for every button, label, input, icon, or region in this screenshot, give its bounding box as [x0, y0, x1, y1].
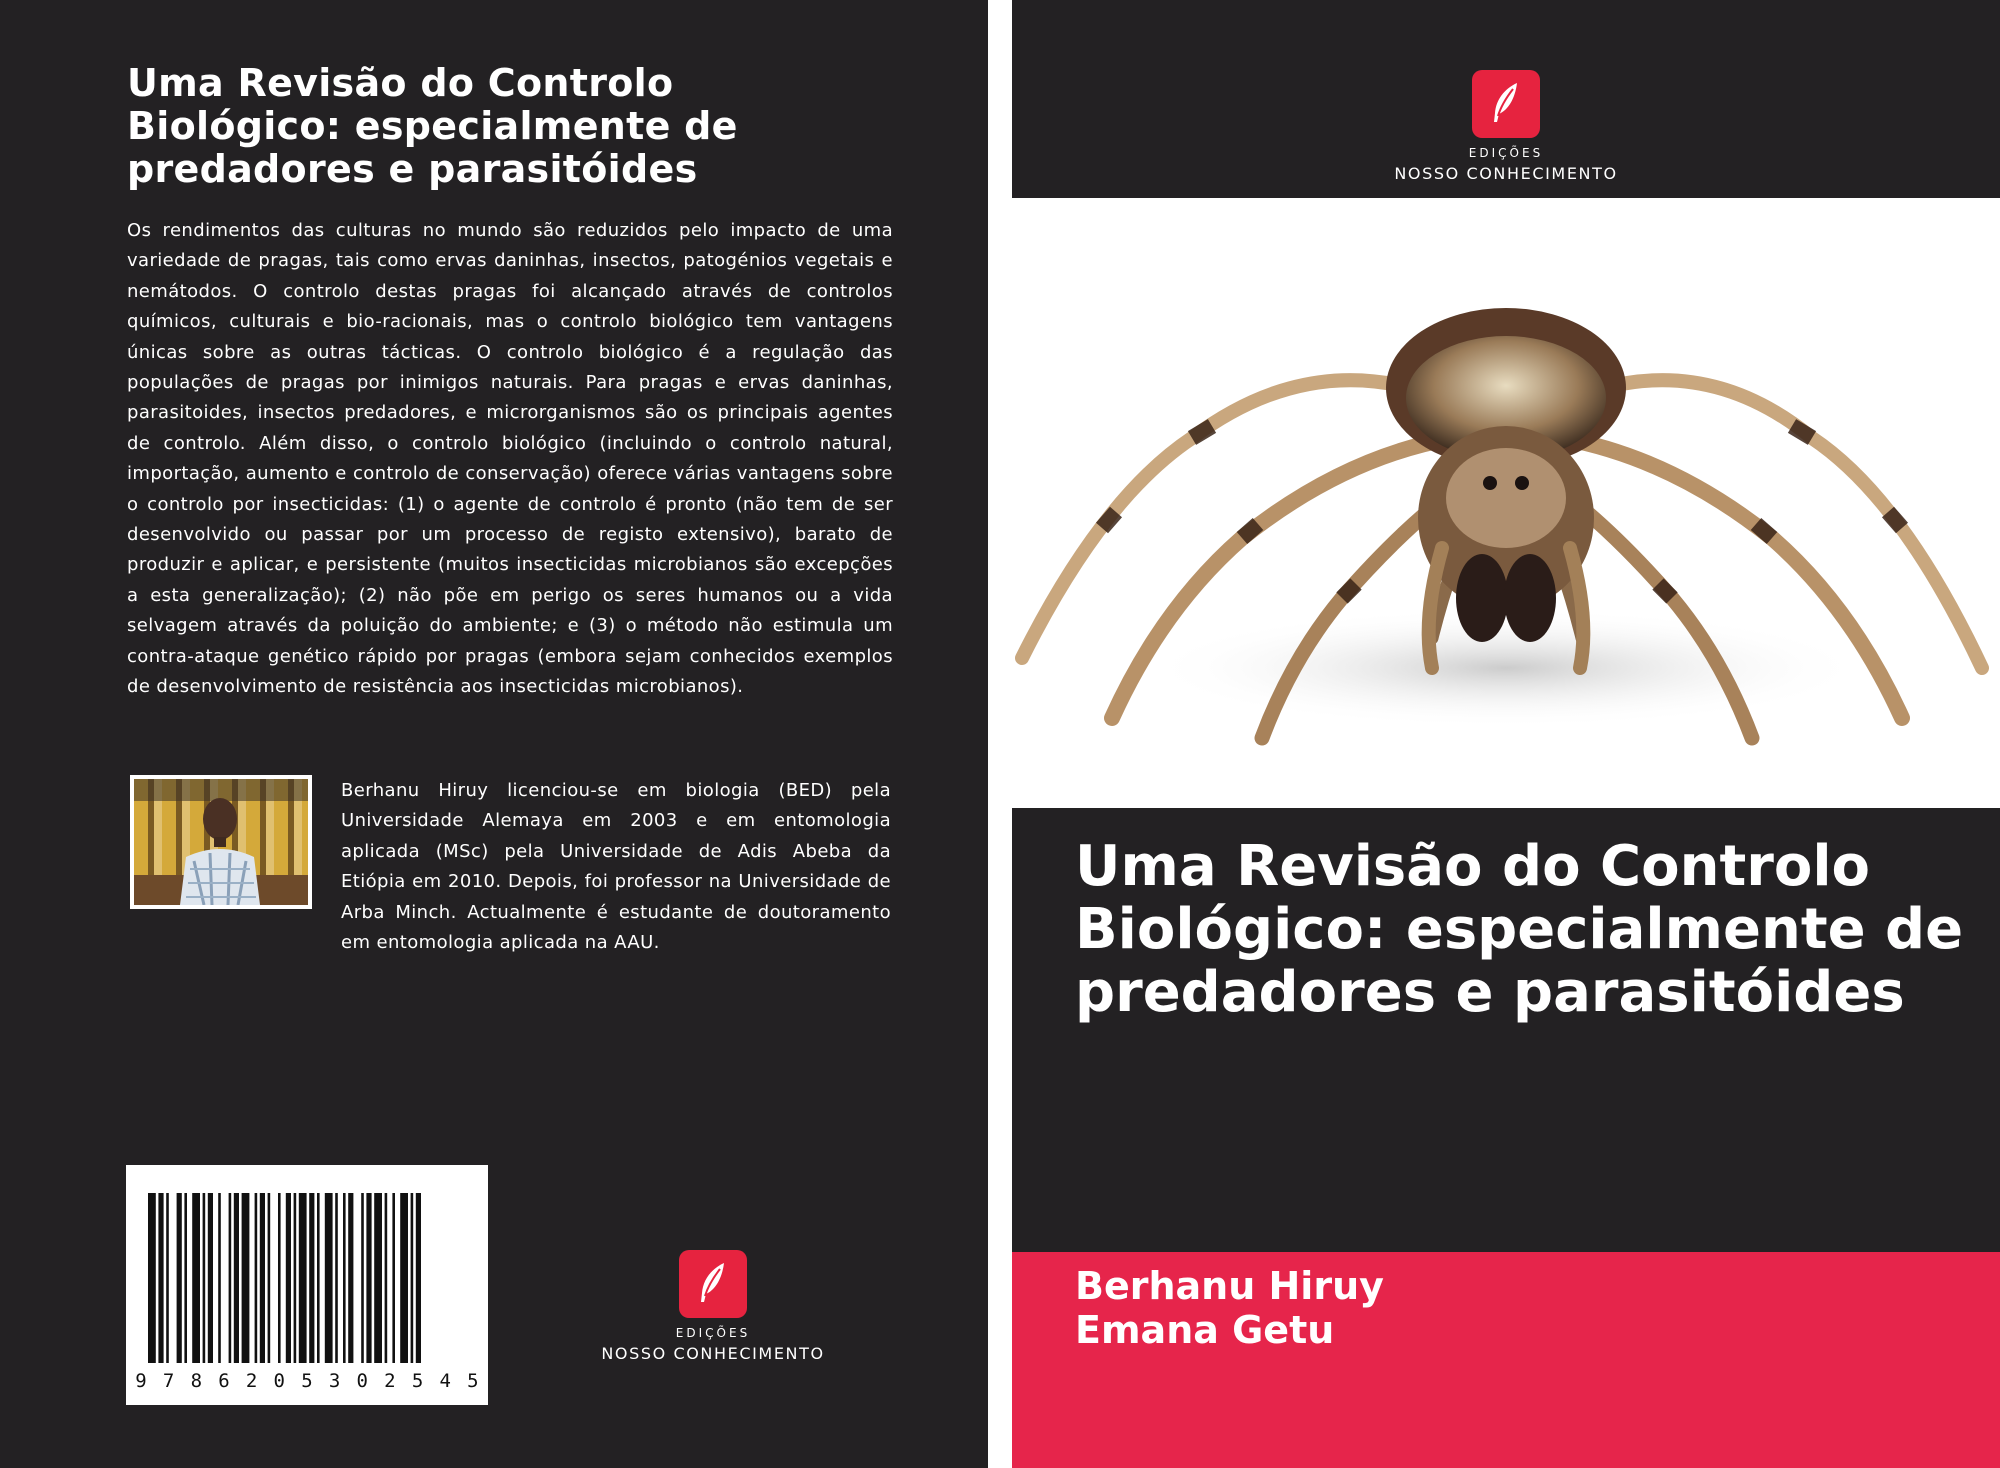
isbn-digit: 5: [301, 1370, 313, 1392]
isbn-digit: 2: [384, 1370, 396, 1392]
barcode-bar: [348, 1193, 353, 1363]
back-cover-blurb: Os rendimentos das culturas no mundo são reduzidos pelo impacto de uma variedade de pragas, tais como ervas daninhas, insectos, patogénios vegetais e nemátodos. O controlo destas pragas foi alcançado através de controlos químicos, culturais e bio-racionais, mas o controlo biológico tem vantagens únicas sobre as outras tácticas. O controlo biológico é a regulação das populações de pragas por inimigos naturais. Para pragas e ervas daninhas, parasitoides, insectos predadores, e microrganismos são os principais agentes de controlo. Além disso, o controlo biológico (incluindo o controlo natural, importação, aumento e controlo de conservação) oferece várias vantagens sobre o controlo por insecticidas: (1) o agente de controlo é pronto (não tem de ser desenvolvido ou passar por um processo de registo extensivo), barato de produzir e aplicar, e persistente (muitos insecticidas microbianos são excepções a esta generalização); (2) não põe em perigo os seres humanos ou a vida selvagem através da poluição do ambiente; e (3) o método não estimula um contra-ataque genético rápido por pragas (embora sejam conhecidos exemplos de desenvolvimento de resistência aos insecticidas microbianos).: [127, 220, 893, 698]
barcode-bar: [400, 1193, 408, 1363]
barcode-bar: [343, 1193, 346, 1363]
isbn-digit: 5: [411, 1370, 424, 1392]
spider-illustration: [1012, 198, 2000, 808]
publisher-logo-box: [1472, 70, 1540, 138]
barcode-bar: [361, 1193, 364, 1363]
barcode-bar: [366, 1193, 371, 1363]
publisher-logo-box: [679, 1250, 747, 1318]
author-bio: Berhanu Hiruy licenciou-se em biologia (BED) pela Universidade Alemaya em 2003 e em entomologia aplicada (MSc) pela Universidade de Adis Abeba da Etiópia em 2010. Depois, foi professor na Universidade de Arba Minch. Actualmente é estudante de doutoramento em entomologia aplicada na AAU.: [341, 780, 891, 954]
isbn-digit: 6: [218, 1370, 230, 1392]
author-name-1: Berhanu Hiruy: [1075, 1264, 1384, 1308]
barcode-bar: [294, 1193, 297, 1363]
barcode-bar: [309, 1193, 314, 1363]
isbn-digit: 2: [245, 1370, 258, 1392]
isbn-digit: 7: [162, 1370, 175, 1392]
front-cover-title: Uma Revisão do Controlo Biológico: especialmente de predadores e parasitóides: [1075, 834, 1964, 1025]
barcode-bar: [317, 1193, 320, 1363]
isbn-digits: [132, 1370, 482, 1396]
author-name-2: Emana Getu: [1075, 1308, 1335, 1352]
barcode-bar: [260, 1193, 265, 1363]
barcode-bar: [385, 1193, 388, 1363]
isbn-digit: 9: [135, 1370, 147, 1392]
author-band: [1012, 1252, 2000, 1468]
barcode-bar: [299, 1193, 307, 1363]
front-cover: [1012, 0, 2000, 1468]
barcode-bar: [325, 1193, 333, 1363]
spider-photo: [1012, 198, 2000, 808]
feather-icon: [693, 1260, 733, 1308]
back-cover: [0, 0, 988, 1468]
barcode-bar: [416, 1193, 421, 1363]
barcode-bar: [229, 1193, 232, 1363]
isbn-digit: 5: [467, 1370, 479, 1392]
publisher-name: NOSSO CONHECIMENTO: [601, 1344, 825, 1363]
barcode-bar: [148, 1193, 156, 1363]
barcode-bar: [218, 1193, 221, 1363]
isbn-digit: 0: [356, 1370, 368, 1392]
barcode-bar: [166, 1193, 169, 1363]
isbn-digit: 0: [273, 1370, 285, 1392]
barcode-bar: [203, 1193, 206, 1363]
author-photo: [130, 775, 312, 909]
isbn-digit: 8: [190, 1370, 203, 1392]
barcode-bar: [242, 1193, 250, 1363]
barcode-bar: [374, 1193, 382, 1363]
barcode-bar: [335, 1193, 338, 1363]
barcode-bar: [411, 1193, 414, 1363]
back-publisher-logo: [593, 1250, 833, 1363]
barcode-bar: [286, 1193, 291, 1363]
back-cover-title: Uma Revisão do Controlo Biológico: especialmente de predadores e parasitóides: [127, 61, 738, 191]
isbn-barcode: [126, 1165, 488, 1405]
publisher-name: NOSSO CONHECIMENTO: [1394, 164, 1618, 183]
front-header: [1012, 0, 2000, 198]
barcode-bar: [234, 1193, 239, 1363]
author-photo-image: [134, 779, 308, 905]
isbn-digit: 3: [328, 1370, 341, 1392]
barcode-bar: [268, 1193, 271, 1363]
isbn-digit: 4: [439, 1370, 451, 1392]
spine-gap: [988, 0, 1012, 1468]
feather-icon: [1486, 80, 1526, 128]
front-publisher-logo: [1386, 70, 1626, 183]
barcode-bar: [278, 1193, 281, 1363]
barcode-bar: [255, 1193, 258, 1363]
barcode-bars: [126, 1165, 488, 1370]
barcode-bar: [392, 1193, 395, 1363]
barcode-bar: [192, 1193, 200, 1363]
publisher-small-label: EDIÇÕES: [675, 1326, 751, 1340]
barcode-bar: [177, 1193, 182, 1363]
barcode-bar: [208, 1193, 213, 1363]
publisher-small-label: EDIÇÕES: [1468, 146, 1544, 160]
barcode-bar: [184, 1193, 187, 1363]
barcode-bar: [158, 1193, 163, 1363]
